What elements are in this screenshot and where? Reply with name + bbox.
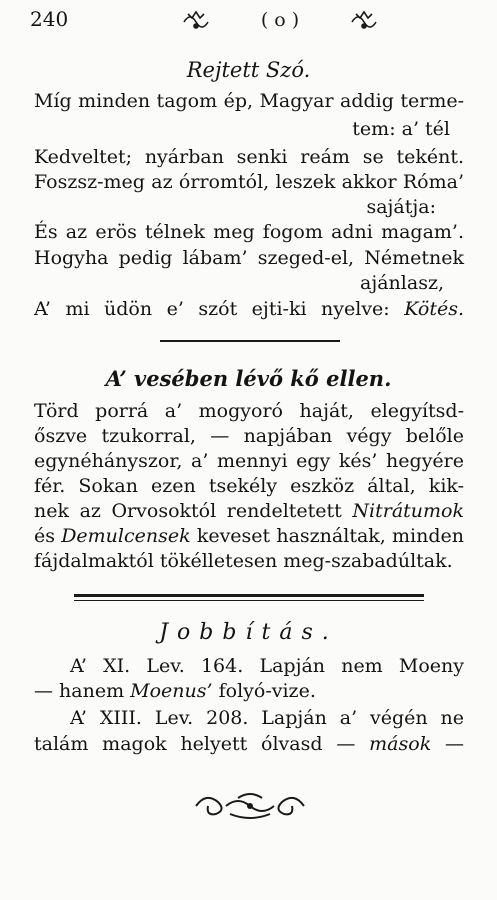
errata-line-2-end: folyó-vize. bbox=[218, 680, 316, 702]
remedy-term-demulcensek: Demulcensek bbox=[61, 525, 191, 547]
remedy-line-6 bbox=[34, 525, 464, 547]
errata-line-1: A’ XI. Lev. 164. Lapján nem Moeny bbox=[70, 655, 464, 677]
divider-2-thin bbox=[74, 600, 424, 601]
remedy-term-nitratumok: Nitrátumok bbox=[352, 500, 464, 522]
poem-line-6: És az erös télnek meg fogom adni magam’. bbox=[34, 221, 464, 243]
flower-left-icon bbox=[184, 12, 208, 28]
poem-line-2: tem: a’ tél bbox=[352, 118, 450, 140]
poem-line-9 bbox=[34, 298, 464, 320]
errata-line-2 bbox=[34, 680, 464, 702]
errata-term-moenus: Moenus’ bbox=[130, 680, 213, 702]
poem-line-5: sajátja: bbox=[366, 196, 436, 218]
flower-right-icon bbox=[352, 12, 376, 28]
header-ornament bbox=[180, 4, 380, 34]
page-number: 240 bbox=[30, 7, 69, 31]
remedy-line-2: őszve tzukorral, — napjában végy belőle bbox=[34, 425, 464, 447]
remedy-line-4: fér. Sokan ezen tsekély eszköz által, kik- bbox=[34, 475, 464, 497]
poem-answer: Kötés. bbox=[404, 298, 464, 320]
errata-line-4-end: — bbox=[445, 733, 465, 755]
errata-title: Jobbítás. bbox=[159, 620, 338, 645]
poem-line-1: Míg minden tagom ép, Magyar addig terme- bbox=[34, 90, 464, 112]
header-center-text: ( o ) bbox=[260, 9, 300, 31]
remedy-line-5 bbox=[34, 500, 464, 522]
remedy-line-3: egynéhányszor, a’ mennyi egy kés’ hegyére bbox=[34, 450, 464, 472]
remedy-title: A’ vesében lévő kő ellen. bbox=[105, 366, 392, 391]
errata-line-2-start: — hanem bbox=[34, 680, 125, 702]
remedy-line-6-end: keveset használtak, minden bbox=[196, 525, 464, 547]
remedy-line-5-text: nek az Orvosoktól rendeltetett bbox=[34, 500, 342, 522]
poem-line-4: Foszsz-meg az órromtól, leszek akkor Róma’ bbox=[34, 171, 464, 193]
poem-line-3: Kedveltet; nyárban senki reám se teként. bbox=[34, 146, 464, 168]
end-ornament-icon bbox=[190, 788, 310, 824]
errata-line-3: A’ XIII. Lev. 208. Lapján a’ végén ne bbox=[70, 707, 464, 729]
poem-title: Rejtett Szó. bbox=[186, 58, 311, 82]
divider-2 bbox=[74, 594, 424, 597]
remedy-line-1: Törd porrá a’ mogyoró haját, elegyítsd- bbox=[34, 400, 464, 422]
poem-line-9-text: A’ mi üdön e’ szót ejti-ki nyelve: bbox=[34, 298, 390, 320]
remedy-line-7: fájdalmaktól tökélletesen meg-szabadúltak. bbox=[34, 550, 453, 572]
divider-1 bbox=[160, 340, 340, 342]
errata-line-4 bbox=[34, 733, 464, 755]
poem-line-7: Hogyha pedig lábam’ szeged-el, Németnek bbox=[34, 247, 464, 269]
errata-term-masok: mások bbox=[369, 733, 432, 755]
errata-line-4-start: talám magok helyett ólvasd — bbox=[34, 733, 356, 755]
remedy-line-6-start: és bbox=[34, 525, 55, 547]
poem-line-8: ajánlasz, bbox=[360, 272, 444, 294]
page-header bbox=[30, 4, 467, 34]
